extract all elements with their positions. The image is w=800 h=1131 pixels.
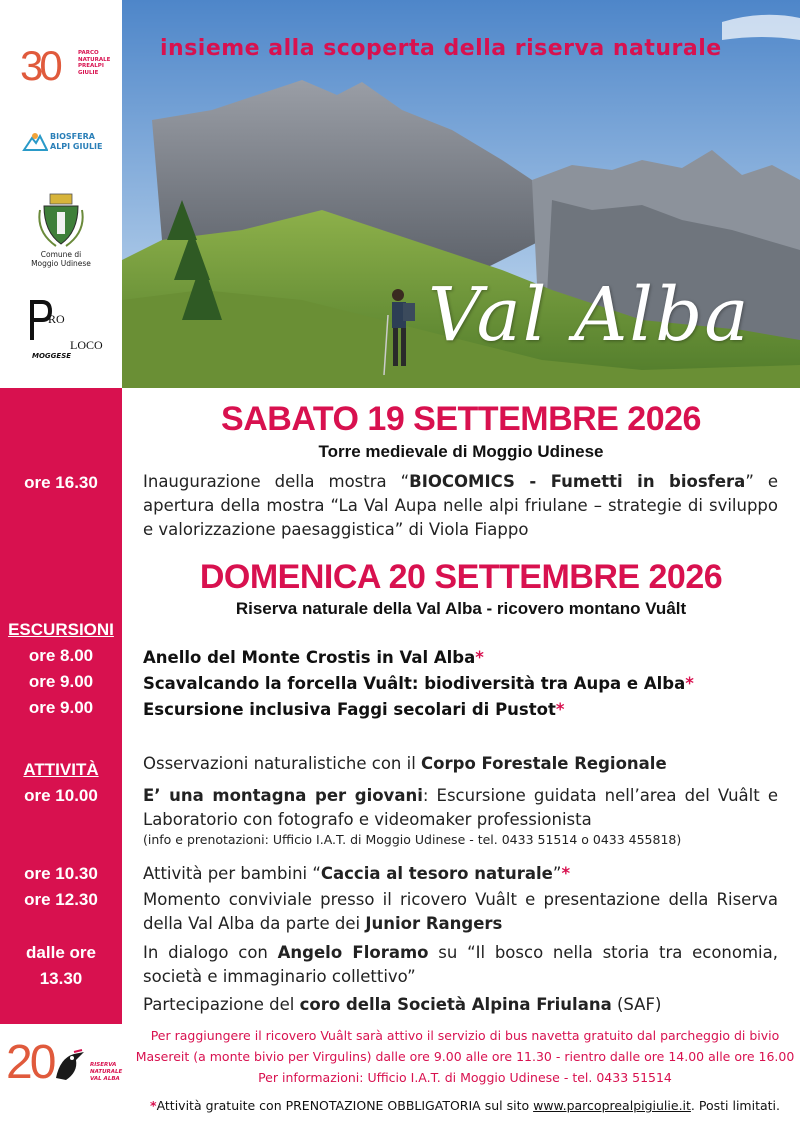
proloco-ro: RO — [48, 312, 65, 326]
proloco-logo — [28, 300, 108, 362]
biosfera-text — [50, 132, 103, 152]
booking-star: * — [685, 674, 694, 693]
woodpecker-icon — [52, 1048, 86, 1082]
activity-text: ” — [552, 864, 562, 883]
day2-place: Riserva naturale della Val Alba - ricovero montano Vuâlt — [235, 599, 687, 618]
activity-time: ore 10.30 — [24, 864, 98, 883]
activity-text: Osservazioni naturalistiche con il — [143, 754, 422, 773]
excursion-name: Escursione inclusiva Faggi secolari di Pustot — [143, 700, 556, 719]
junior-rangers: Junior Rangers — [365, 914, 503, 933]
proloco-sub: MOGGESE — [32, 352, 72, 360]
booking-notice — [130, 1098, 800, 1113]
activity-text: Attività per bambini “ — [143, 864, 321, 883]
excursion-name: Scavalcando la forcella Vuâlt: biodiversità tra Aupa e Alba — [143, 674, 686, 693]
activity-text: : Escursione guidata nell’area del Vuâlt e Laboratorio con fotografo e videomaker professionista — [143, 786, 778, 829]
booking-star: * — [475, 648, 484, 667]
booking-star: * — [150, 1098, 157, 1113]
activity-text: (SAF) — [611, 995, 662, 1014]
biosfera-logo — [22, 124, 118, 160]
excursion-item — [143, 700, 565, 719]
tagline: insieme alla scoperta della riserva naturale — [160, 36, 722, 61]
info-line: (info e prenotazioni: Ufficio I.A.T. di Moggio Udinese - tel. 0433 51514 o 0433 455818) — [143, 832, 682, 847]
comune-text — [28, 250, 94, 268]
excursion-name: Anello del Monte Crostis in Val Alba — [143, 648, 476, 667]
excursion-time: ore 8.00 — [28, 646, 94, 665]
park-text — [78, 50, 110, 76]
kids-activity-name: Caccia al tesoro naturale — [320, 864, 553, 883]
park-text-line: PREALPI — [78, 63, 104, 69]
reserve-text-line: NATURALE — [90, 1069, 123, 1075]
booking-text: Attività gratuite con PRENOTAZIONE OBBLIGATORIA sul sito — [156, 1098, 534, 1113]
day1-text: ” e apertura della mostra “La Val Aupa nelle alpi friulane – strategie di sviluppo e valorizzazione paesaggistica” di Viola Fiappo — [143, 472, 778, 539]
attivita-label: ATTIVITÀ — [23, 760, 99, 779]
day1-time: ore 16.30 — [24, 473, 98, 492]
activity-time: ore 10.00 — [24, 786, 98, 805]
shuttle-info-line: Per raggiungere il ricovero Vuâlt sarà attivo il servizio di bus navetta gratuito dal parcheggio di bivio — [150, 1028, 780, 1043]
website-link[interactable]: www.parcoprealpigiulie.it — [533, 1098, 691, 1113]
day1-place: Torre medievale di Moggio Udinese — [318, 442, 604, 461]
activity-time: 13.30 — [39, 969, 83, 988]
excursion-time: ore 9.00 — [28, 672, 94, 691]
logo-column — [0, 0, 122, 388]
shuttle-info — [130, 1025, 800, 1088]
excursion-item — [143, 648, 484, 667]
reserve-text-line: RISERVA — [90, 1062, 117, 1068]
activity-text: Momento conviviale presso il ricovero Vuâlt e presentazione della Riserva della Val Alba da parte dei — [143, 890, 778, 933]
excursion-item — [143, 674, 694, 693]
booking-star: * — [555, 700, 565, 719]
booking-text: . Posti limitati. — [690, 1098, 780, 1113]
excursion-time: ore 9.00 — [28, 698, 94, 717]
activity-time: ore 12.30 — [24, 890, 98, 909]
biosfera-mountain-icon — [22, 130, 48, 152]
booking-star: * — [561, 864, 571, 883]
observation-activity — [143, 752, 778, 776]
biosfera-text-line: BIOSFERA — [50, 132, 95, 141]
activity-text: In dialogo con — [143, 943, 278, 962]
activity-text: Partecipazione del — [143, 995, 300, 1014]
day1-exhibit-name: BIOCOMICS - Fumetti in biosfera — [409, 472, 746, 491]
shuttle-info-line: Per informazioni: Ufficio I.A.T. di Moggio Udinese - tel. 0433 51514 — [258, 1070, 672, 1085]
park-text-line: PARCO — [78, 50, 99, 56]
reserve-text-line: VAL ALBA — [90, 1076, 120, 1082]
comune-text-line: Comune di — [40, 250, 82, 259]
speaker-name: Angelo Floramo — [277, 943, 429, 962]
choir-activity — [143, 993, 778, 1017]
biosfera-text-line: ALPI GIULIE — [50, 142, 103, 151]
forestale-name: Corpo Forestale Regionale — [421, 754, 667, 773]
reserve-text — [90, 1062, 122, 1083]
activity-text: su “Il bosco nella storia tra economia, società e immaginario collettivo” — [143, 943, 778, 986]
day1-description — [143, 470, 778, 542]
park-number: 30 — [20, 42, 59, 89]
convivial-activity — [143, 888, 778, 936]
comune-crest-logo — [28, 192, 98, 272]
day1-text: Inaugurazione della mostra “ — [143, 472, 410, 491]
proloco-loco: LOCO — [70, 338, 103, 352]
day2-title: DOMENICA 20 SETTEMBRE 2026 — [199, 558, 723, 596]
escursioni-label: ESCURSIONI — [8, 620, 114, 639]
youth-activity-name: E’ una montagna per giovani — [143, 786, 423, 805]
kids-activity — [143, 862, 778, 886]
activity-time: dalle ore — [26, 943, 96, 962]
park-30-logo — [20, 44, 120, 92]
choir-name: coro della Società Alpina Friulana — [299, 995, 612, 1014]
reserve-number: 20 — [6, 1036, 54, 1089]
hero-title: Val Alba — [428, 272, 751, 358]
dialogue-activity — [143, 941, 778, 989]
reserve-20-logo — [0, 1024, 122, 1131]
youth-activity — [143, 784, 778, 832]
park-text-line: NATURALE — [78, 56, 111, 63]
comune-text-line: Moggio Udinese — [31, 259, 91, 268]
shuttle-info-line: Masereit (a monte bivio per Virgulins) dalle ore 9.00 alle ore 11.30 - rientro dalle ore 14.00 alle ore 16.00 — [135, 1049, 795, 1064]
day1-title: SABATO 19 SETTEMBRE 2026 — [221, 400, 701, 438]
park-text-line: GIULIE — [78, 69, 99, 76]
crest-shield-icon — [36, 192, 86, 248]
